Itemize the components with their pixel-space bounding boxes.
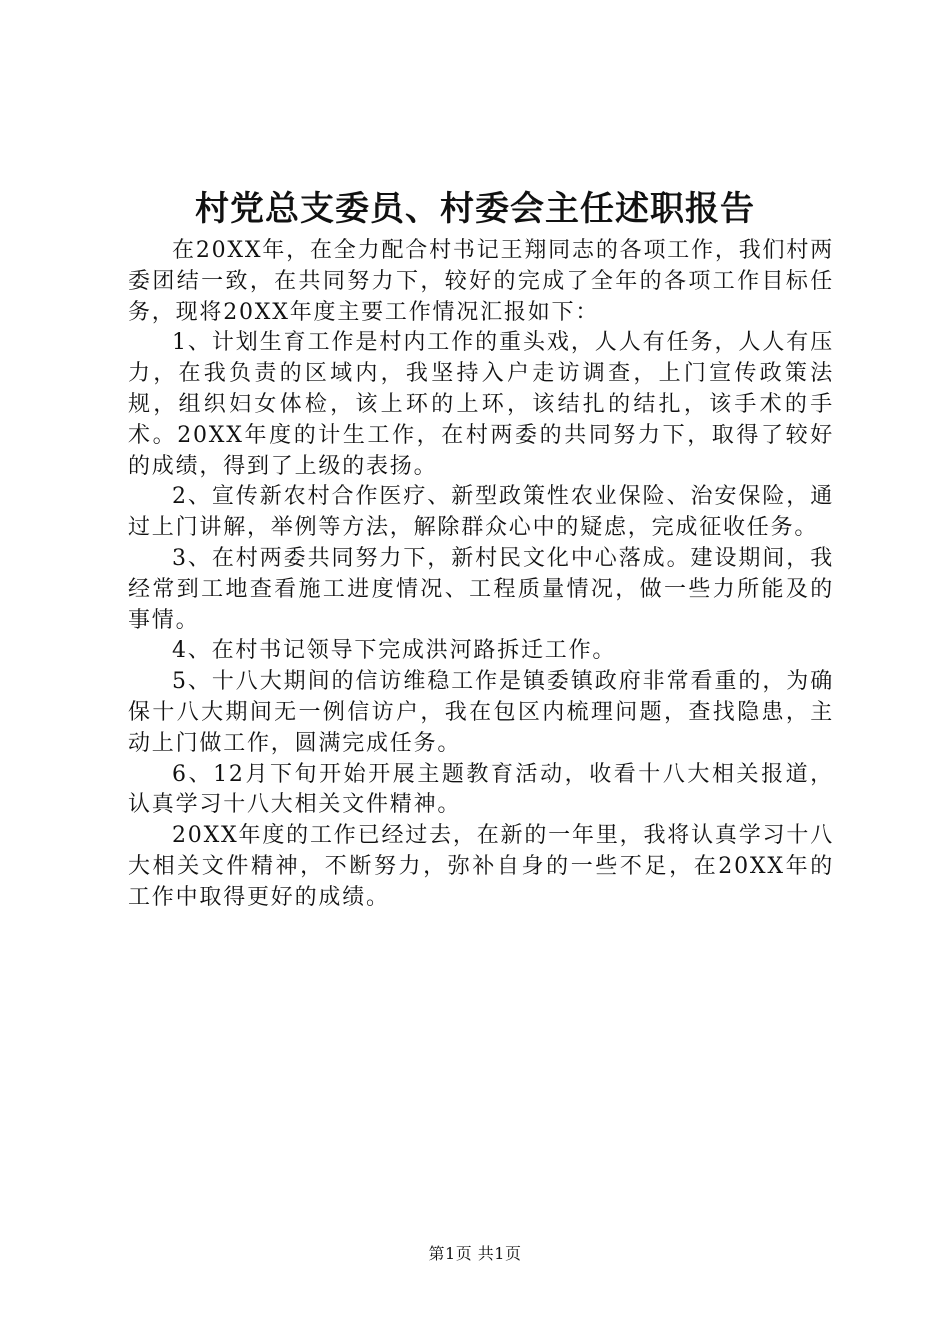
- page-footer: 第1页 共1页: [428, 1244, 522, 1263]
- paragraph-item-6: 6、12月下旬开始开展主题教育活动，收看十八大相关报道，认真学习十八大相关文件精神。: [128, 761, 834, 818]
- paragraph-conclusion: 20XX年度的工作已经过去，在新的一年里，我将认真学习十八大相关文件精神，不断努力，弥补自身的一些不足，在20XX年的工作中取得更好的成绩。: [128, 823, 834, 910]
- document-body: [128, 236, 834, 914]
- paragraph-item-3: 3、在村两委共同努力下，新村民文化中心落成。建设期间，我经常到工地查看施工进度情况、工程质量情况，做一些力所能及的事情。: [128, 545, 834, 633]
- paragraph-item-2: 2、宣传新农村合作医疗、新型政策性农业保险、治安保险，通过上门讲解，举例等方法，解除群众心中的疑虑，完成征收任务。: [128, 484, 834, 541]
- paragraph-item-5: 5、十八大期间的信访维稳工作是镇委镇政府非常看重的，为确保十八大期间无一例信访户，我在包区内梳理问题，查找隐患，主动上门做工作，圆满完成任务。: [128, 669, 834, 756]
- paragraph-item-4: 4、在村书记领导下完成洪河路拆迁工作。: [172, 638, 617, 664]
- paragraph-intro: 在20XX年，在全力配合村书记王翔同志的各项工作，我们村两委团结一致，在共同努力下，较好的完成了全年的各项工作目标任务，现将20XX年度主要工作情况汇报如下：: [128, 238, 834, 325]
- paragraph-item-1: 1、计划生育工作是村内工作的重头戏，人人有任务，人人有压力，在我负责的区域内，我坚持入户走访调查，上门宣传政策法规，组织妇女体检，该上环的上环，该结扎的结扎，该手术的手术。20XX年度的计生工作，在村两委的共同努力下，取得了较好的成绩，得到了上级的表扬。: [128, 330, 834, 479]
- document-title: 村党总支委员、村委会主任述职报告: [195, 189, 755, 229]
